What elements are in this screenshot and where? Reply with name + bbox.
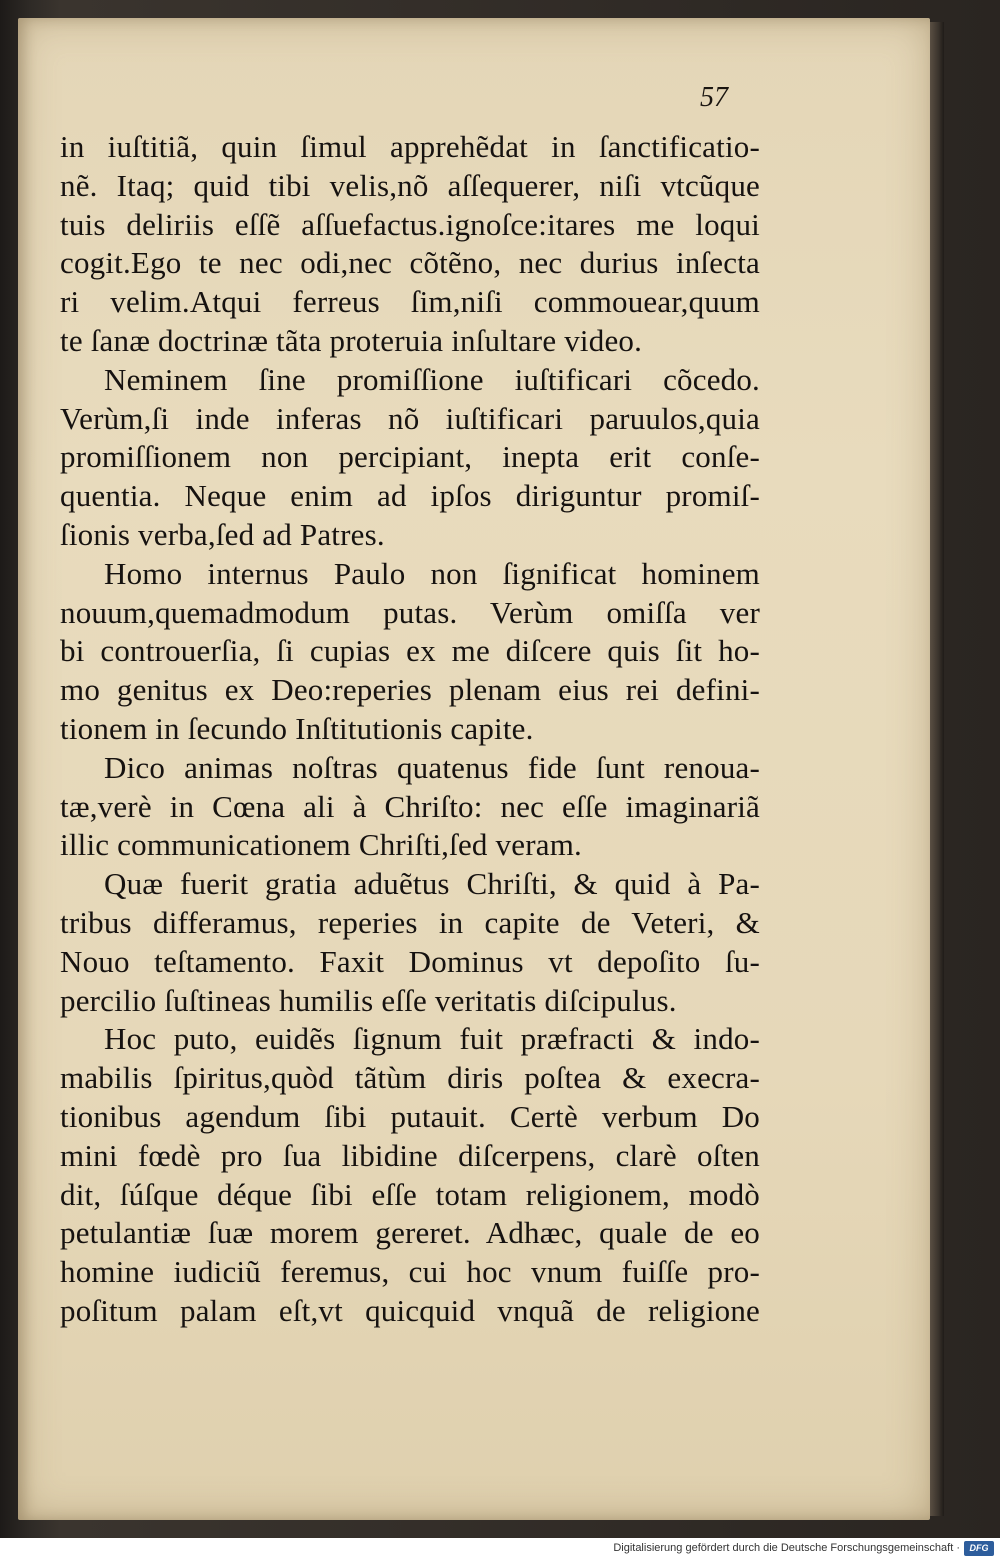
text-line: Verùm,ſi inde inferas nõ iuſtificari paruulos,quia [60, 400, 760, 436]
text-line: nẽ. Itaq; quid tibi velis,nõ aſſequerer, niſi vtcũque [60, 167, 760, 203]
page-number: 57 [700, 82, 728, 113]
text-line: tionem in ſecundo Inſtitutionis capite. [60, 710, 534, 746]
text-line: ri velim.Atqui ferreus ſim,niſi commouear,quum [60, 284, 760, 320]
text-line: in iuſtitiã, quin ſimul apprehẽdat in ſanctificatio- [60, 129, 760, 164]
text-line: percilio ſuſtineas humilis eſſe veritatis diſcipulus. [60, 982, 677, 1018]
text-line: nouum,quemadmodum putas. Verùm omiſſa ver [60, 594, 760, 630]
dfg-logo-label: DFG [969, 1543, 989, 1553]
footer-bar [0, 1538, 1000, 1560]
text-line: cogit.Ego te nec odi,nec cõtẽno, nec durius inſecta [60, 245, 760, 281]
text-line: bi controuerſia, ſi cupias ex me diſcere quis ſit ho- [60, 633, 760, 669]
text-line: Quæ fuerit gratia aduẽtus Chriſti, & quid à Pa- [104, 866, 760, 902]
text-line: tuis deliriis eſſẽ aſſuefactus.ignoſce:itares me loqui [60, 206, 760, 242]
text-line: Hoc puto, euidẽs ſignum fuit præfracti & indo- [104, 1021, 760, 1057]
text-line: petulantiæ ſuæ morem gereret. Adhæc, quale de eo [60, 1215, 760, 1251]
text-line: homine iudiciũ feremus, cui hoc vnum fuiſſe pro- [60, 1254, 760, 1290]
text-line: tionibus agendum ſibi putauit. Certè verbum Do [60, 1098, 760, 1134]
text-line: Nouo teſtamento. Faxit Dominus vt depoſito ſu- [60, 943, 760, 979]
text-line: promiſſionem non percipiant, inepta erit conſe- [60, 439, 760, 475]
text-line: Dico animas noſtras quatenus fide ſunt renoua- [104, 749, 760, 785]
text-line: illic communicationem Chriſti,ſed veram. [60, 827, 582, 863]
text-line: dit, ſúſque déque ſibi eſſe totam religionem, modò [60, 1176, 760, 1212]
text-line: mo genitus ex Deo:reperies plenam eius rei defini- [60, 672, 760, 708]
text-line: te ſanæ doctrinæ tãta proteruia inſultare video. [60, 322, 643, 358]
text-line: mini fœdè pro ſua libidine diſcerpens, clarè oſten [60, 1137, 760, 1173]
text-line: tæ,verè in Cœna ali à Chriſto: nec eſſe imaginariã [60, 788, 760, 824]
text-line: ſionis verba,ſed ad Patres. [60, 516, 385, 552]
text-line: quentia. Neque enim ad ipſos diriguntur promiſ- [60, 478, 760, 514]
text-line: mabilis ſpiritus,quòd tãtùm diris poſtea & execra- [60, 1060, 760, 1096]
text-line: poſitum palam eſt,vt quicquid vnquã de religione [60, 1292, 760, 1328]
text-line: tribus differamus, reperies in capite de Veteri, & [60, 904, 760, 940]
book-edge [930, 22, 944, 1516]
dfg-logo-icon [964, 1541, 994, 1556]
footer-credit: Digitalisierung gefördert durch die Deutsche Forschungsgemeinschaft · [613, 1542, 960, 1554]
text-line: Homo internus Paulo non ſignificat hominem [104, 555, 760, 591]
page-text [60, 128, 760, 1331]
text-line: Neminem ſine promiſſione iuſtificari cõcedo. [104, 361, 760, 397]
